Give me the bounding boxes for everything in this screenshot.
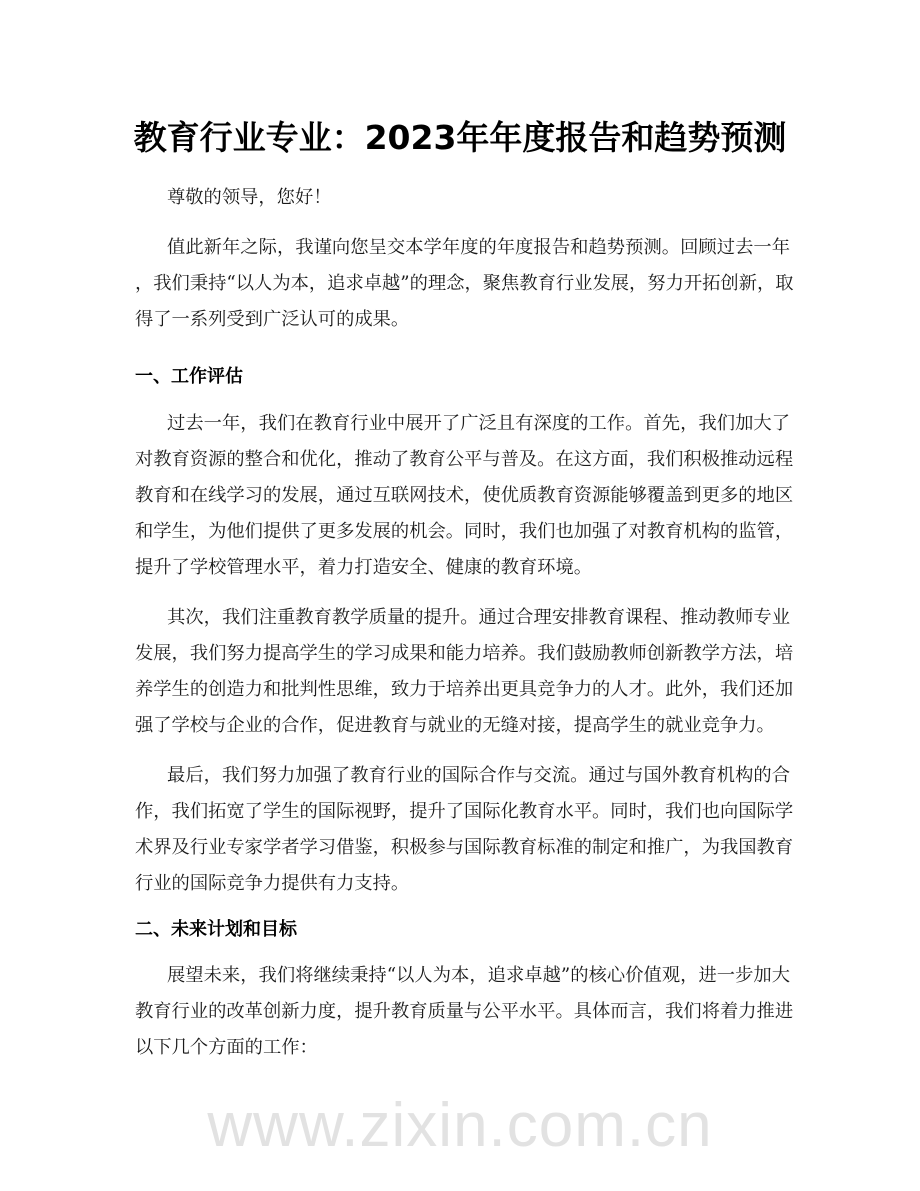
text-line: 行业的国际竞争力提供有力支持。 [135, 873, 410, 894]
text-line: 术界及行业专家学者学习借鉴，积极参与国际教育标准的制定和推广，为我国教育 [135, 837, 794, 858]
text-line: 最后，我们努力加强了教育行业的国际合作与交流。通过与国外教育机构的合 [167, 765, 790, 786]
text-line: 发展，我们努力提高学生的学习成果和能力培养。我们鼓励教师创新教学方法，培 [135, 643, 794, 664]
text-line: 养学生的创造力和批判性思维，致力于培养出更具竞争力的人才。此外，我们还加 [135, 679, 794, 700]
text-line: 其次，我们注重教育教学质量的提升。通过合理安排教育课程、推动教师专业 [167, 607, 790, 628]
text-line: 值此新年之际，我谨向您呈交本学年度的年度报告和趋势预测。回顾过去一年 [167, 237, 790, 258]
text-line: 提升了学校管理水平，着力打造安全、健康的教育环境。 [135, 557, 593, 578]
text-line: 和学生，为他们提供了更多发展的机会。同时，我们也加强了对教育机构的监管， [135, 521, 794, 542]
watermark: www.zixin.com.cn [207, 1091, 713, 1160]
text-line: 教育和在线学习的发展，通过互联网技术，使优质教育资源能够覆盖到更多的地区 [135, 485, 794, 506]
text-line: 强了学校与企业的合作，促进教育与就业的无缝对接，提高学生的就业竞争力。 [135, 715, 775, 736]
text-line: 得了一系列受到广泛认可的成果。 [135, 309, 410, 330]
text-line: ，我们秉持“以人为本，追求卓越”的理念，聚焦教育行业发展，努力开拓创新，取 [135, 273, 794, 294]
text-line: 作，我们拓宽了学生的国际视野，提升了国际化教育水平。同时，我们也向国际学 [135, 801, 794, 822]
text-line: 对教育资源的整合和优化，推动了教育公平与普及。在这方面，我们积极推动远程 [135, 449, 794, 470]
text-line: 过去一年，我们在教育行业中展开了广泛且有深度的工作。首先，我们加大了 [167, 413, 790, 434]
text-line: 教育行业的改革创新力度，提升教育质量与公平水平。具体而言，我们将着力推进 [135, 1001, 794, 1022]
text-line: 展望未来，我们将继续秉持“以人为本，追求卓越”的核心价值观，进一步加大 [167, 965, 790, 986]
text-line: 以下几个方面的工作： [135, 1037, 318, 1058]
greeting: 尊敬的领导，您好！ [167, 187, 332, 208]
document-title: 教育行业专业：2023年年度报告和趋势预测 [133, 118, 787, 157]
section-heading: 一、工作评估 [135, 366, 243, 387]
section-heading: 二、未来计划和目标 [135, 919, 297, 940]
